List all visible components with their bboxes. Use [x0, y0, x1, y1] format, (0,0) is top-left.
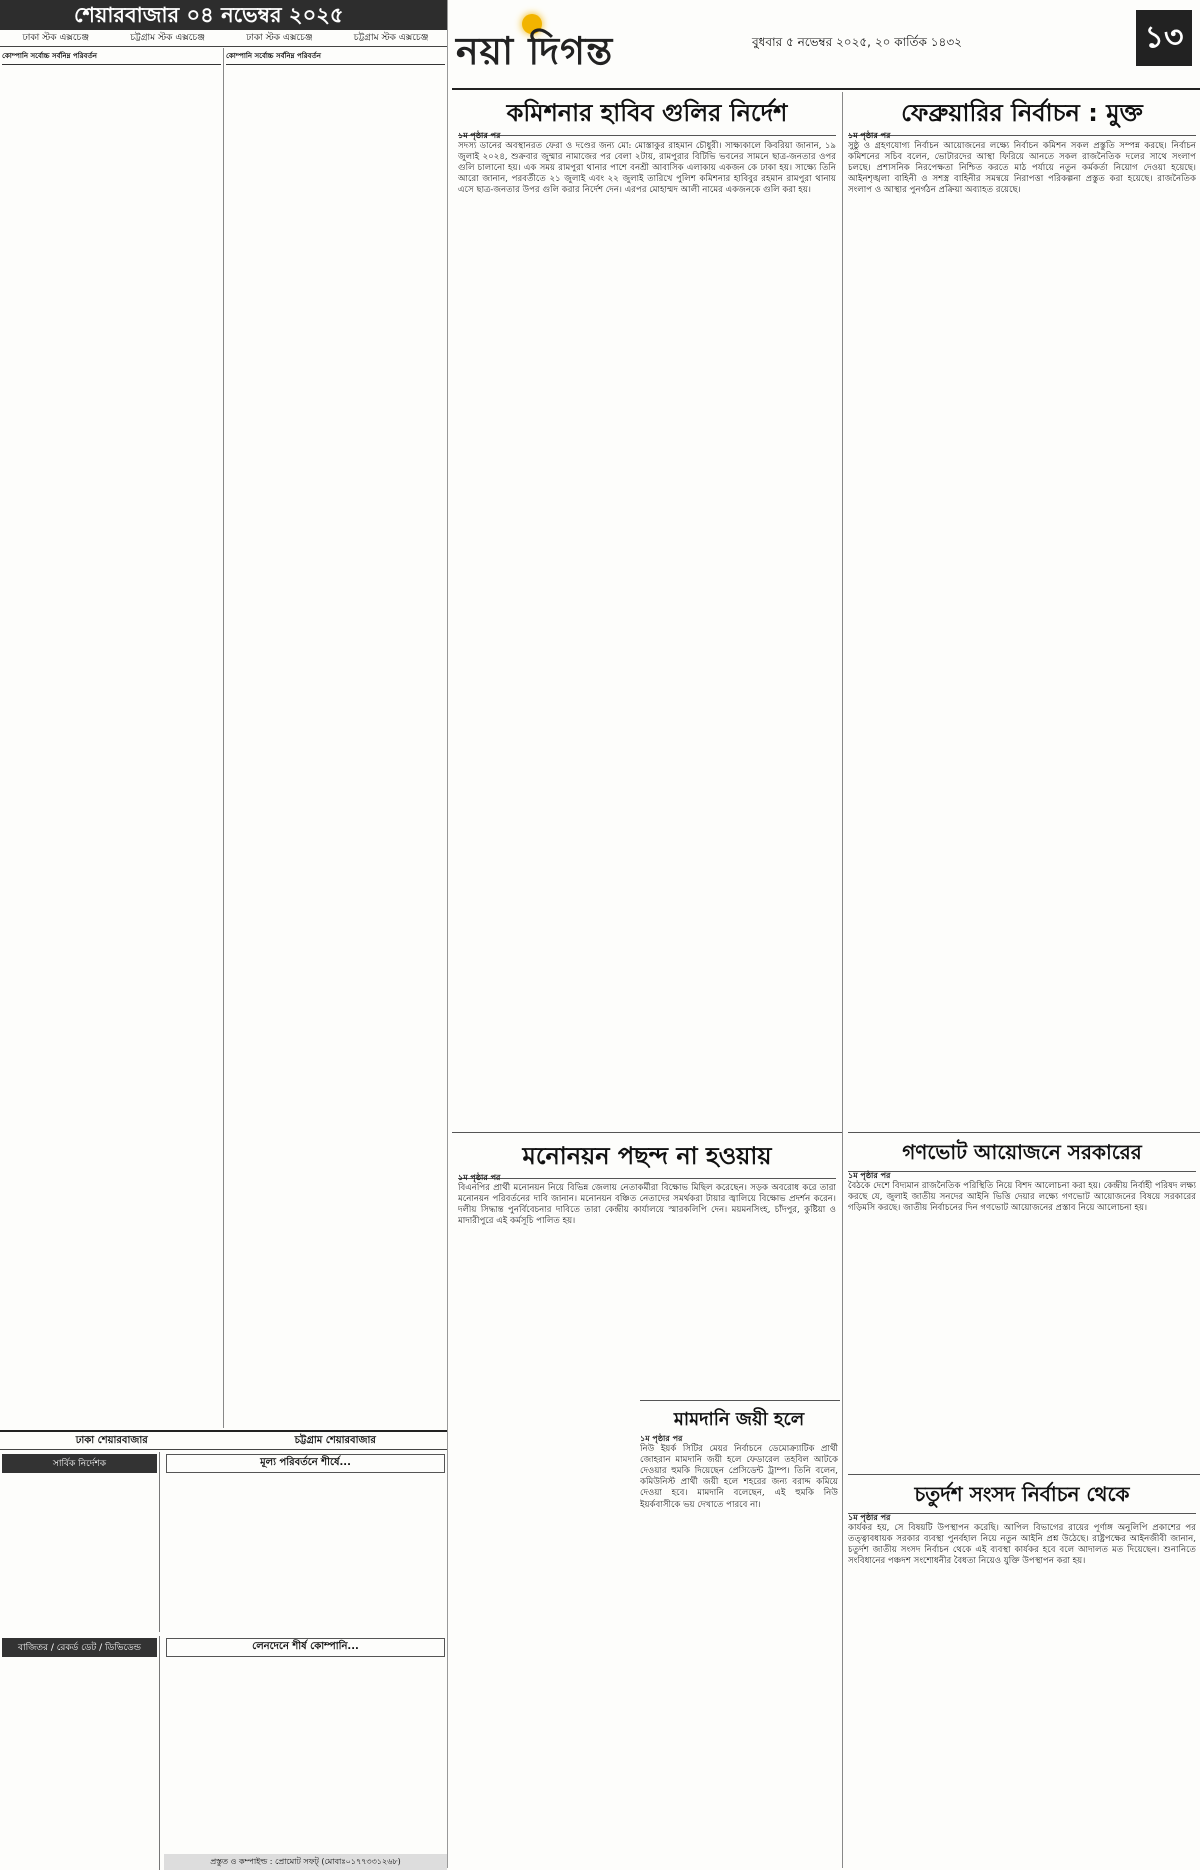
- newspaper-logo: নয়া দিগন্ত: [456, 29, 614, 73]
- record-date-box: [0, 1636, 160, 1870]
- article-title-mamdani: মামদানি জয়ী হলে: [640, 1405, 838, 1437]
- article-body-commissioner: [458, 130, 836, 1130]
- exchange-label-dhaka: ঢাকা স্টক এক্সচেঞ্জ: [22, 33, 90, 43]
- article-text: কার্যকর হয়, সে বিষয়টি উপস্থাপন করেছি। আপিল বিভাগের রায়ের পূর্ণাঙ্গ অনুলিপি প্রকাশের পর তত্ত্বাবধায়ক সরকার ব্যবস্থা পুনর্বহাল নিয়ে নতুন আইনি প্রশ্ন উঠেছে। রাষ্ট্রপক্ষের আইনজীবী জানান, চতুর্দশ জাতীয় সংসদ নির্বাচন থেকে এই ব্যবস্থা কার্যকর হবে বলে আদালত মত দিয়েছেন। শুনানিতে সংবিধানের পঞ্চদশ সংশোধনীর বৈধতা নিয়েও যুক্তি উপস্থাপন করা হয়।: [848, 1523, 1196, 1567]
- exchange-label-ctg: চট্টগ্রাম স্টক এক্সচেঞ্জ: [130, 33, 205, 43]
- masthead: [452, 0, 1200, 90]
- article-body-election: [848, 130, 1196, 1130]
- price-change-title: মূল্য পরিবর্তনে শীর্ষে...: [166, 1454, 445, 1473]
- section-divider: [848, 1132, 1200, 1133]
- market-summary-section: [0, 1430, 447, 1870]
- price-change-box: [164, 1452, 447, 1632]
- dhaka-market-title: ঢাকা শেয়ারবাজার: [0, 1432, 224, 1450]
- continuation-label: ১ম পৃষ্ঠার পর: [848, 130, 891, 140]
- ctg-market-title: চট্টগ্রাম শেয়ারবাজার: [224, 1432, 448, 1450]
- article-text: বিএনপির প্রার্থী মনোনয়ন নিয়ে বিভিন্ন জেলায় নেতাকর্মীরা বিক্ষোভ মিছিল করেছেন। সড়ক অবরোধ করে তারা মনোনয়ন পরিবর্তনের দাবি জানান। মনোনয়ন বঞ্চিত নেতাদের সমর্থকরা টায়ার জ্বালিয়ে বিক্ষোভ প্রদর্শন করেন। দলীয় সিদ্ধান্ত পুনর্বিবেচনার দাবিতে তারা কেন্দ্রীয় কার্যালয়ে স্মারকলিপি দেন। ময়মনসিংহ, চাঁদপুর, কুষ্টিয়া ও মাদারীপুরে এই কর্মসূচি পালিত হয়।: [458, 1183, 836, 1227]
- price-table: [0, 48, 447, 1428]
- section-divider: [640, 1400, 840, 1401]
- exchange-label-dhaka-2: ঢাকা স্টক এক্সচেঞ্জ: [246, 33, 313, 43]
- top-traded-box: [164, 1636, 447, 1846]
- article-title-election: ফেব্রুয়ারির নির্বাচন : মুক্ত: [848, 95, 1196, 136]
- stock-market-page: [0, 0, 448, 1868]
- price-column-2: [224, 48, 447, 1428]
- article-body-referendum: [848, 1170, 1196, 1470]
- market-summary-titles: [0, 1432, 447, 1450]
- article-body-mamdani: [640, 1433, 838, 1593]
- continuation-label: ১ম পৃষ্ঠার পর: [640, 1433, 683, 1443]
- column-divider: [842, 92, 843, 1868]
- article-text: নিউ ইয়র্ক সিটির মেয়র নির্বাচনে ডেমোক্র্যাটিক প্রার্থী জোহরান মামদানি জয়ী হলে ফেডারেল তহবিল আটকে দেওয়ার হুমকি দিয়েছেন প্রেসিডেন্ট ট্রাম্প। তিনি বলেন, কমিউনিস্ট প্রার্থী জয়ী হলে শহরের জন্য বরাদ্দ কমিয়ে দেওয়া হবে। মামদানি বলেছেন, এই হুমকি নিউ ইয়র্কবাসীকে ভয় দেখাতে পারবে না।: [640, 1444, 838, 1510]
- exchange-label-ctg-2: চট্টগ্রাম স্টক এক্সচেঞ্জ: [353, 33, 429, 43]
- summary-title: সার্বিক নির্দেশক: [2, 1454, 157, 1473]
- article-body-parliament: [848, 1512, 1196, 1864]
- column-header: কোম্পানি সর্বোচ্চ সর্বনিম্ন পরিবর্তন: [226, 48, 445, 65]
- continuation-label: ১ম পৃষ্ঠার পর: [458, 1172, 501, 1182]
- article-title-nomination: মনোনয়ন পছন্দ না হওয়ায়: [458, 1138, 836, 1179]
- section-divider: [848, 1474, 1200, 1475]
- article-title-referendum: গণভোট আয়োজনে সরকারের: [848, 1138, 1196, 1172]
- compiler-credit: প্রস্তুত ও কম্পাইল্ড : প্রোমোট সফট্ (মোবাঃ০১৭৭৩৩১২৬৮): [164, 1854, 447, 1870]
- summary-indicator-box: [0, 1452, 160, 1632]
- top-traded-title: লেনদেনে শীর্ষ কোম্পানি...: [166, 1638, 445, 1657]
- stock-page-header: শেয়ারবাজার ০৪ নভেম্বর ২০২৫: [0, 0, 447, 30]
- continuation-label: ১ম পৃষ্ঠার পর: [848, 1512, 891, 1522]
- article-title-commissioner: কমিশনার হাবিব গুলির নির্দেশ: [458, 95, 836, 136]
- page-number: ১৩: [1136, 10, 1192, 66]
- article-text: সুষ্ঠু ও গ্রহণযোগ্য নির্বাচন আয়োজনের লক্ষ্যে নির্বাচন কমিশন সকল প্রস্তুতি সম্পন্ন করছে। নির্বাচন কমিশনের সচিব বলেন, ভোটারদের আস্থা ফিরিয়ে আনতে সকল রাজনৈতিক দলের সাথে সংলাপ চলছে। প্রশাসনিক নিরপেক্ষতা নিশ্চিত করতে মাঠ পর্যায়ে নতুন কর্মকর্তা নিয়োগ দেওয়া হয়েছে। আইনশৃঙ্খলা বাহিনী ও সশস্ত্র বাহিনীর সমন্বয়ে নিরাপত্তা পরিকল্পনা প্রস্তুত করা হয়েছে। রাজনৈতিক সংলাপ ও আস্থার পুনর্গঠন প্রক্রিয়া অব্যাহত রয়েছে।: [848, 141, 1196, 196]
- section-divider: [452, 1132, 842, 1133]
- price-column-1: [0, 48, 224, 1428]
- column-header: কোম্পানি সর্বোচ্চ সর্বনিম্ন পরিবর্তন: [2, 48, 221, 65]
- article-text: সদস্য ডানের অবস্থানরত ফেরা ও দণ্ডের জন্য মো: মোস্তাকুর রাহমান চৌধুরী। সাক্ষ্যকালে কিবরিয়া জানান, ১৯ জুলাই ২০২৪, শুক্রবার জুম্মার নামাজের পর বেলা ২টায়, রামপুরার বিটিভি ভবনের সামনে ছাত্র-জনতার ওপর গুলি চালানো হয়। এক সময় রামপুরা থানার পাশে বনশ্রী আবাসিক এলাকায় একজন কে ঢাকা হয়। সাক্ষ্যে তিনি আরো জানান, পরবর্তীতে ২১ জুলাই এবং ২২ জুলাই তারিখে পুলিশ কমিশনার হাবিবুর রহমান রামপুরা থানায় এসে ছাত্র-জনতার উপর গুলি করার নির্দেশ দেন। এরপর মোহাম্মদ আলী নামের একজনকে গুলি করা হয়।: [458, 141, 836, 196]
- dateline: বুধবার ৫ নভেম্বর ২০২৫, ২০ কার্তিক ১৪৩২: [752, 35, 962, 49]
- exchange-labels: [0, 30, 447, 47]
- continuation-label: ১ম পৃষ্ঠার পর: [848, 1170, 891, 1180]
- continuation-label: ১ম পৃষ্ঠার পর: [458, 130, 501, 140]
- record-date-title: বাজিতর / রেকর্ড ডেট / ডিভিডেন্ড: [2, 1638, 157, 1657]
- article-title-parliament: চতুর্দশ সংসদ নির্বাচন থেকে: [848, 1480, 1196, 1514]
- article-text: বৈঠকে দেশে বিদ্যমান রাজনৈতিক পরিস্থিতি নিয়ে বিশদ আলোচনা করা হয়। কেন্দ্রীয় নির্বাহী পরিষদ লক্ষ্য করছে যে, জুলাই জাতীয় সনদের আইনি ভিত্তি দেয়ার লক্ষ্যে গণভোট আয়োজনের বিষয়ে সরকারের গড়িমসি করছে। জাতীয় নির্বাচনের দিন গণভোট আয়োজনের প্রস্তাব নিয়ে আলোচনা হয়।: [848, 1181, 1196, 1214]
